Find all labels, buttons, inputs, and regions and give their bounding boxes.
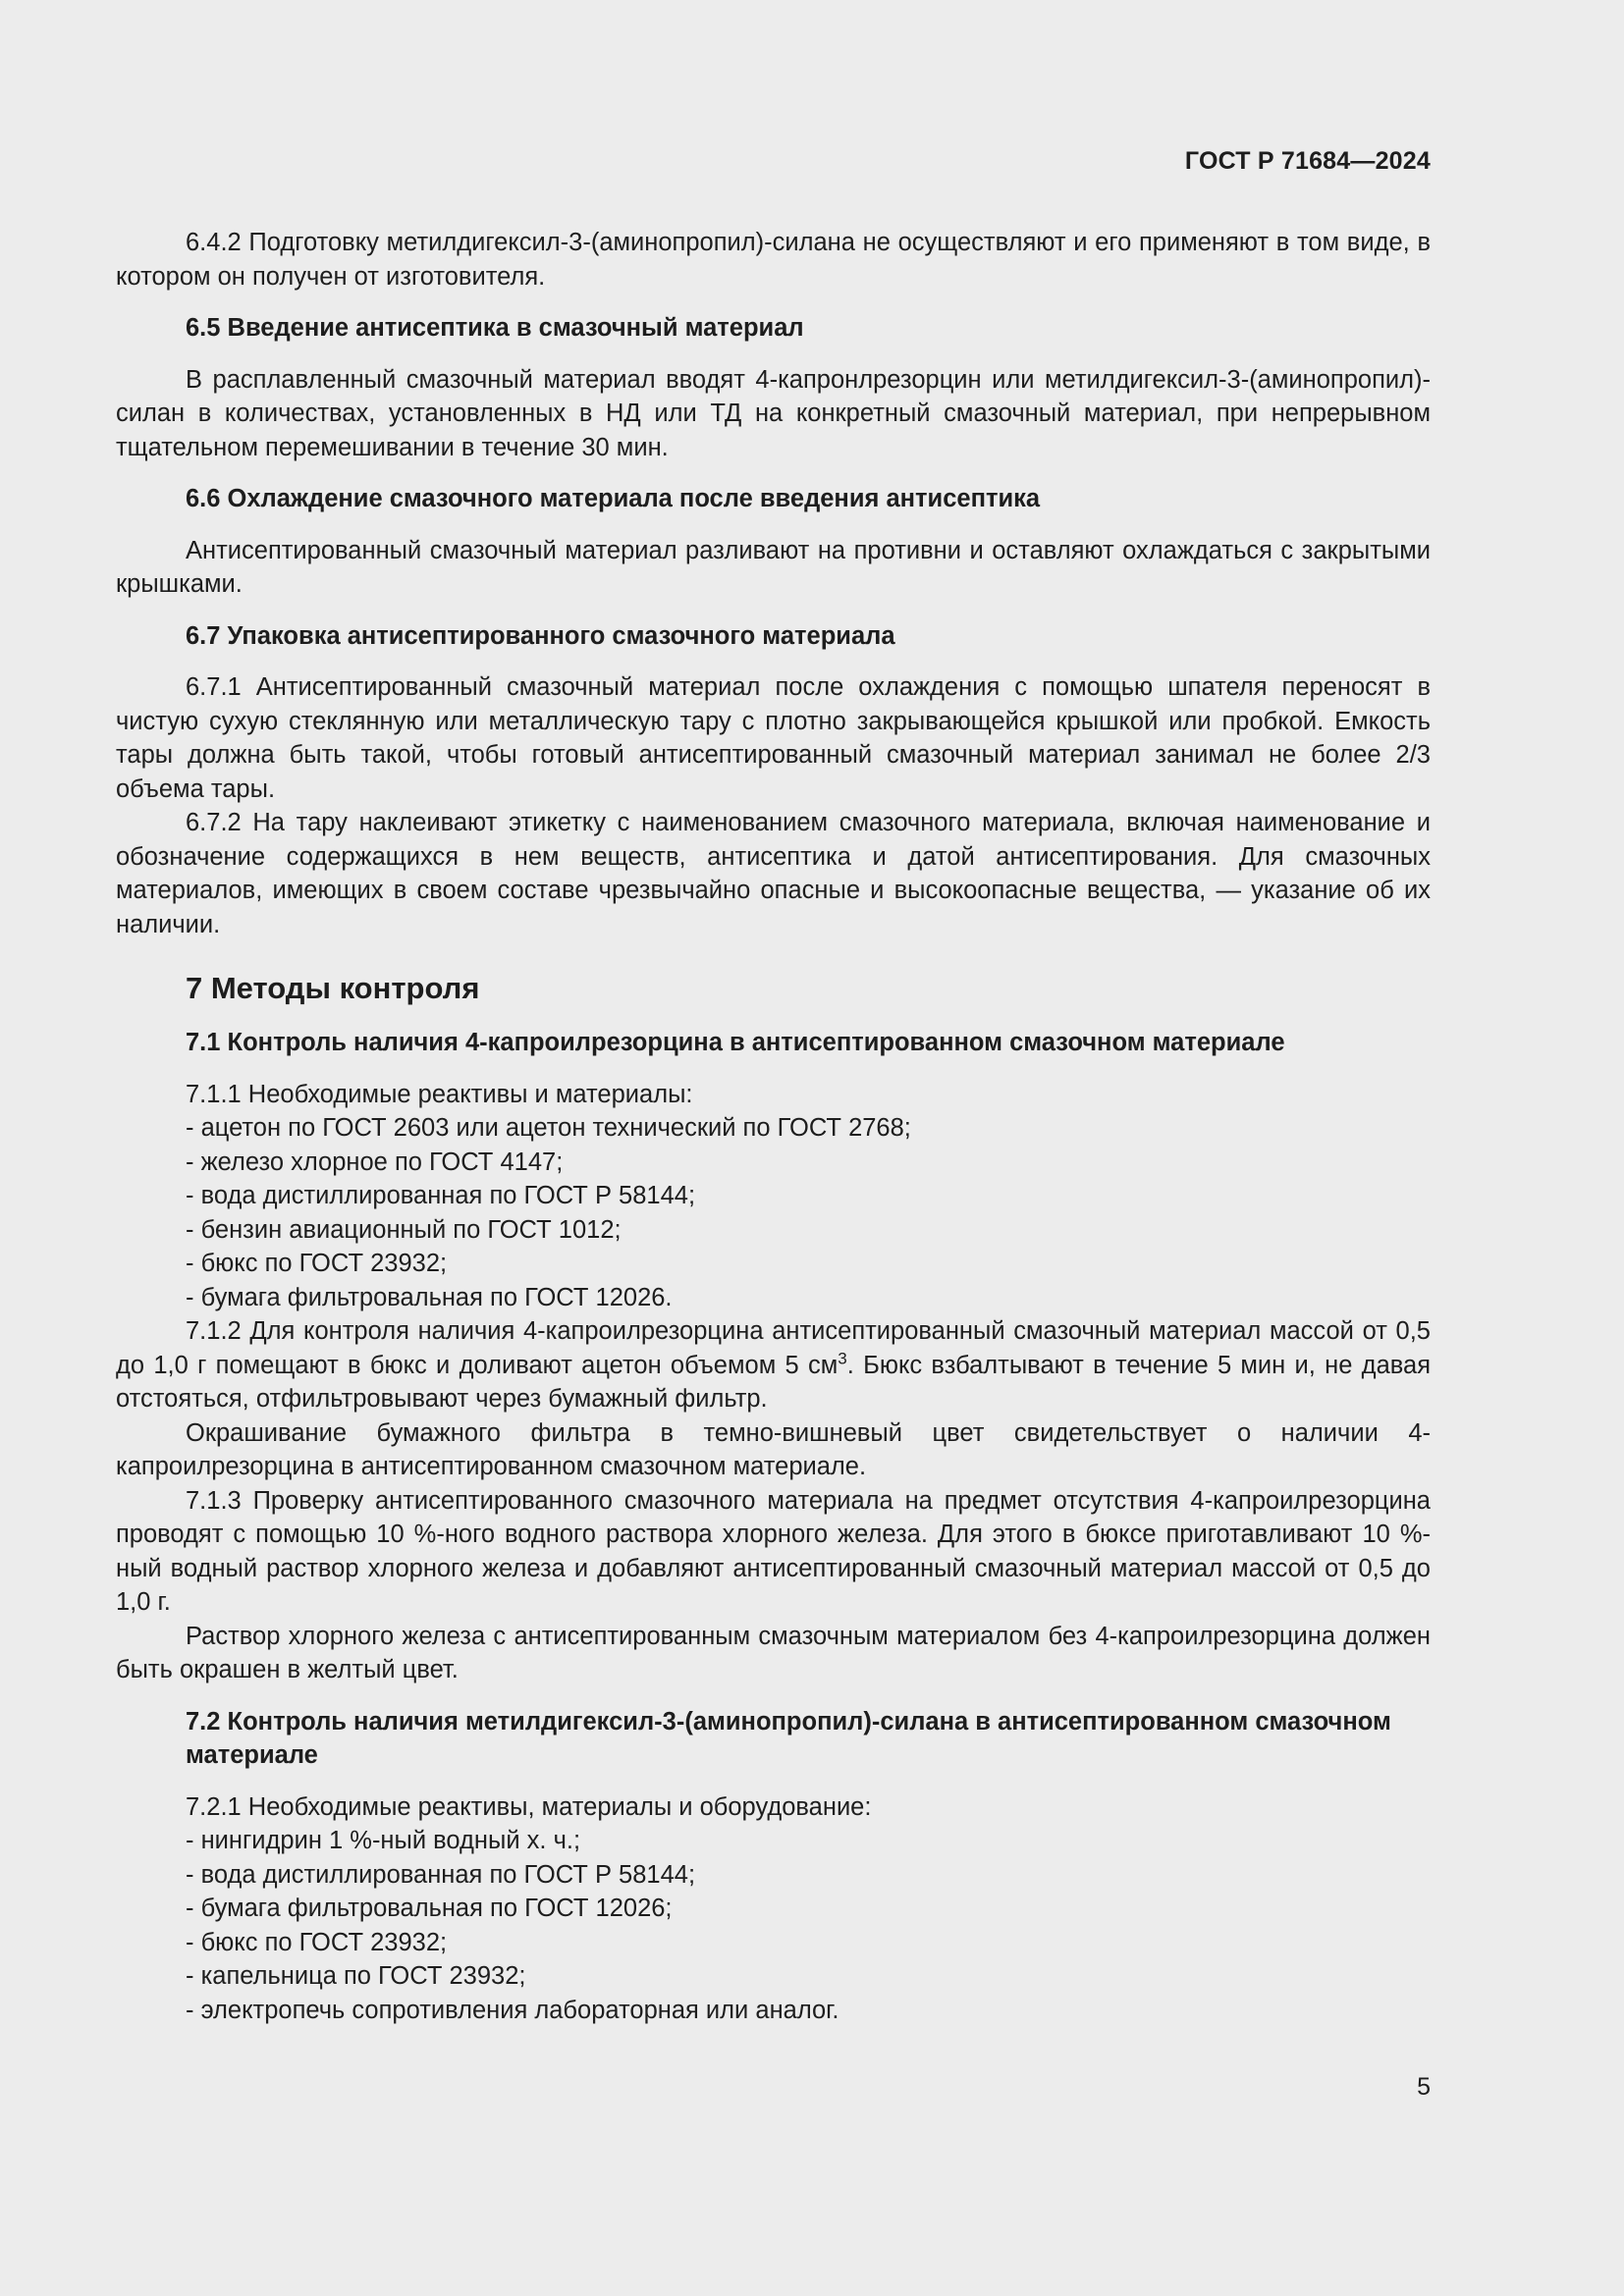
paragraph-7-1-3: 7.1.3 Проверку антисептированного смазочного материала на предмет отсутствия 4-капроилрезорцина проводят с помощью 10 %-ного водного раствора хлорного железа. Для этого в бюксе приготавливают 10 %-ный водный раствор хлорного железа и добавляют антисептированный смазочный материал массой от 0,5 до 1,0 г. [116, 1486, 1431, 1616]
heading-6-7: 6.7 Упаковка антисептированного смазочного материала [186, 621, 895, 650]
paragraph-7-1-2-text-b: . Бюкс взбалтывают в течение 5 мин и, не давая отстояться, отфильтровывают через бумажный фильтр. [116, 1351, 1431, 1413]
paragraph-7-1-2-text-a: 7.1.2 Для контроля наличия 4-капроилрезорцина антисептированный смазочный материал массой от 0,5 до 1,0 г помещают в бюкс и доливают ацетон объемом 5 см [116, 1317, 1431, 1379]
list-item: - электропечь сопротивления лабораторная или аналог. [186, 1996, 839, 2024]
paragraph-7-2-1: 7.2.1 Необходимые реактивы, материалы и оборудование: [186, 1792, 872, 1821]
list-item: - бумага фильтровальная по ГОСТ 12026; [186, 1895, 673, 1922]
list-item: - вода дистиллированная по ГОСТ Р 58144; [186, 1860, 696, 1889]
list-item: - бензин авиационный по ГОСТ 1012; [186, 1215, 622, 1244]
document-body [116, 226, 1431, 2027]
page-number: 5 [1417, 2073, 1431, 2101]
paragraph-6-7-2: 6.7.2 На тару наклеивают этикетку с наименованием смазочного материала, включая наименование и обозначение содержащихся в нем веществ, антисептика и датой антисептирования. Для смазочных материалов, имеющих в своем составе чрезвычайно опасные и высокоопасные вещества, — указание об их наличии. [116, 809, 1431, 938]
list-item: - вода дистиллированная по ГОСТ Р 58144; [186, 1182, 696, 1209]
paragraph-7-1-2 [116, 1314, 1431, 1416]
paragraph-6-5: В расплавленный смазочный материал вводят 4-капронлрезорцин или метилдигексил-3-(аминопропил)-силан в количествах, установленных в НД или ТД на конкретный смазочный материал, при непрерывном тщательном перемешивании в течение 30 мин. [116, 365, 1431, 461]
paragraph-6-7-1: 6.7.1 Антисептированный смазочный материал после охлаждения с помощью шпателя переносят в чистую сухую стеклянную или металлическую тару с плотно закрывающейся крышкой или пробкой. Емкость тары должна быть такой, чтобы готовый антисептированный смазочный материал занимал не более 2/3 объема тары. [116, 673, 1431, 803]
list-item: - бюкс по ГОСТ 23932; [186, 1928, 448, 1956]
document-header-id: ГОСТ Р 71684—2024 [1184, 147, 1431, 175]
list-item: - капельница по ГОСТ 23932; [186, 1962, 526, 1990]
list-item: - железо хлорное по ГОСТ 4147; [186, 1148, 564, 1176]
paragraph-6-6: Антисептированный смазочный материал разливают на противни и оставляют охлаждаться с закрытыми крышками. [116, 536, 1431, 598]
heading-6-6: 6.6 Охлаждение смазочного материала после введения антисептика [186, 485, 1041, 512]
paragraph-7-1-2-result: Окрашивание бумажного фильтра в темно-вишневый цвет свидетельствует о наличии 4-капроилрезорцина в антисептированном смазочном материале. [116, 1418, 1431, 1480]
paragraph-6-4-2: 6.4.2 Подготовку метилдигексил-3-(аминопропил)-силана не осуществляют и его применяют в том виде, в котором он получен от изготовителя. [116, 229, 1431, 291]
list-item: - бумага фильтровальная по ГОСТ 12026. [186, 1283, 673, 1311]
list-item: - бюкс по ГОСТ 23932; [186, 1250, 448, 1277]
paragraph-7-1-3-result: Раствор хлорного железа с антисептированным смазочным материалом без 4-капроилрезорцина должен быть окрашен в желтый цвет. [116, 1622, 1431, 1683]
section-heading-7: 7 Методы контроля [186, 971, 480, 1005]
list-item: - ацетон по ГОСТ 2603 или ацетон технический по ГОСТ 2768; [186, 1114, 911, 1142]
heading-7-2: 7.2 Контроль наличия метилдигексил-3-(аминопропил)-силана в антисептированном смазочном материале [186, 1707, 1391, 1769]
superscript-3: 3 [838, 1349, 847, 1367]
heading-7-1: 7.1 Контроль наличия 4-капроилрезорцина в антисептированном смазочном материале [186, 1029, 1285, 1056]
list-item: - нингидрин 1 %-ный водный х. ч.; [186, 1827, 581, 1854]
heading-6-5: 6.5 Введение антисептика в смазочный материал [186, 314, 804, 342]
paragraph-7-1-1: 7.1.1 Необходимые реактивы и материалы: [186, 1080, 693, 1108]
